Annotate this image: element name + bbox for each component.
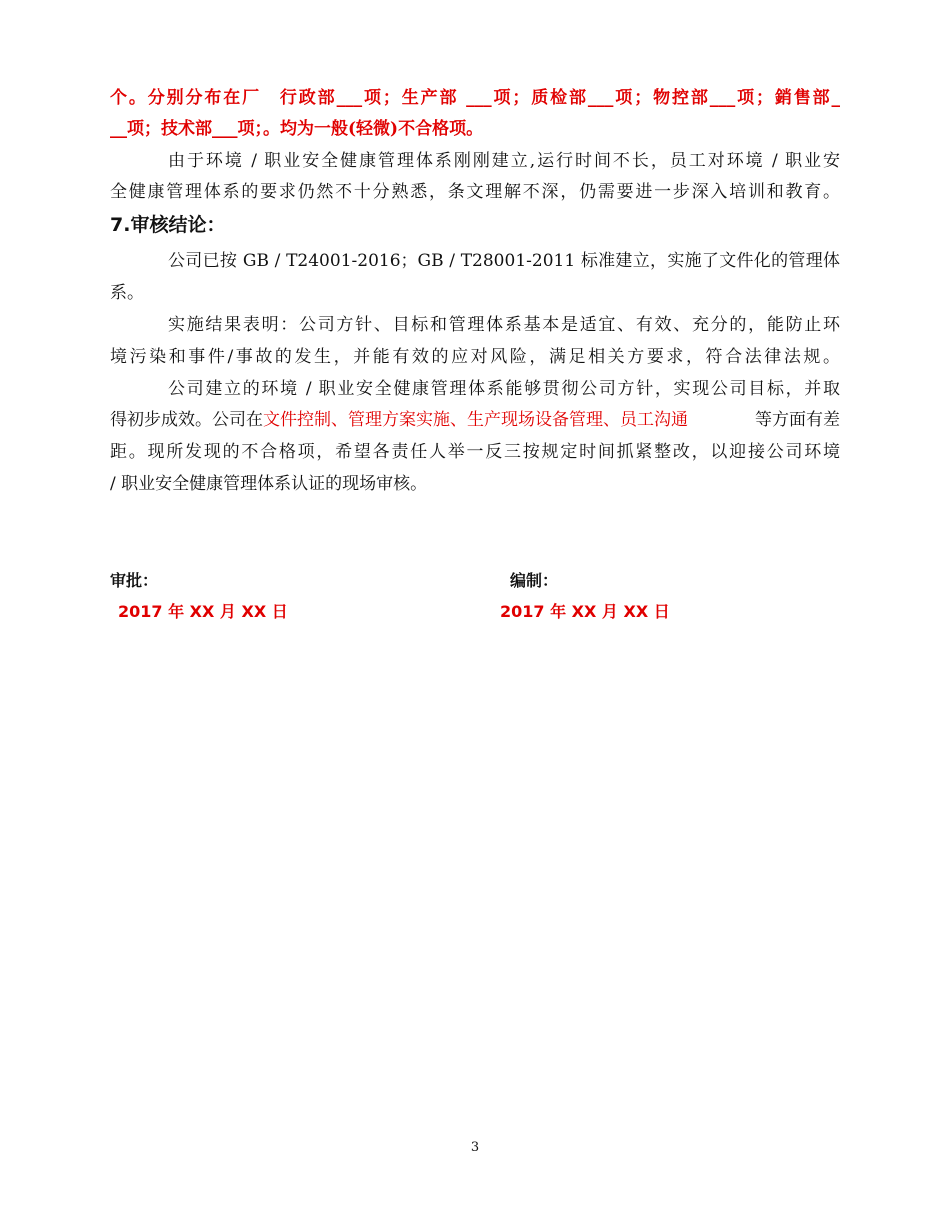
conclusion-p1-line-1: 公司已按 GB / T24001-2016；GB / T28001-2011 标准建立，实施了文件化的管理体 (168, 251, 840, 271)
conclusion-p3-text-after: 等方面有差 (755, 410, 840, 430)
conclusion-p3-line-2 (110, 408, 840, 432)
familiarity-line-1: 由于环境 / 职业安全健康管理体系刚刚建立,运行时间不长，员工对环境 / 职业安 (168, 151, 840, 171)
findings-line-2: __项；技术部___项；。均为一般(轻微)不合格项。 (110, 119, 484, 139)
compile-date: 2017 年 XX 月 XX 日 (500, 602, 670, 621)
familiarity-line-2: 全健康管理体系的要求仍然不十分熟悉，条文理解不深，仍需要进一步深入培训和教育。 (110, 182, 840, 202)
conclusion-p3-line-1: 公司建立的环境 / 职业安全健康管理体系能够贯彻公司方针，实现公司目标，并取 (168, 379, 840, 399)
approve-date: 2017 年 XX 月 XX 日 (118, 602, 288, 621)
approve-label: 审批： (110, 571, 159, 590)
conclusion-p2-line-2: 境污染和事件/事故的发生，并能有效的应对风险，满足相关方要求，符合法律法规。 (110, 347, 840, 367)
gap-areas-highlight: 文件控制、管理方案实施、生产现场设备管理、员工沟通 (263, 410, 688, 430)
conclusion-p3-line-4: / 职业安全健康管理体系认证的现场审核。 (110, 474, 428, 494)
conclusion-p2-line-1: 实施结果表明：公司方针、目标和管理体系基本是适宜、有效、充分的，能防止环 (168, 315, 840, 335)
conclusion-p3-text-before: 得初步成效。公司在 (110, 410, 263, 430)
conclusion-p1-line-2: 系。 (110, 283, 144, 303)
section-7-heading: 7.审核结论： (110, 214, 226, 236)
page-number: 3 (470, 1140, 480, 1155)
findings-line-1: 个。分别分布在厂 行政部___项；生产部 ___项；质检部___项；物控部___项；銷售部_ (110, 88, 840, 108)
conclusion-p3-line-3: 距。现所发现的不合格项，希望各责任人举一反三按规定时间抓紧整改，以迎接公司环境 (110, 442, 840, 462)
compile-label: 编制： (510, 571, 559, 590)
